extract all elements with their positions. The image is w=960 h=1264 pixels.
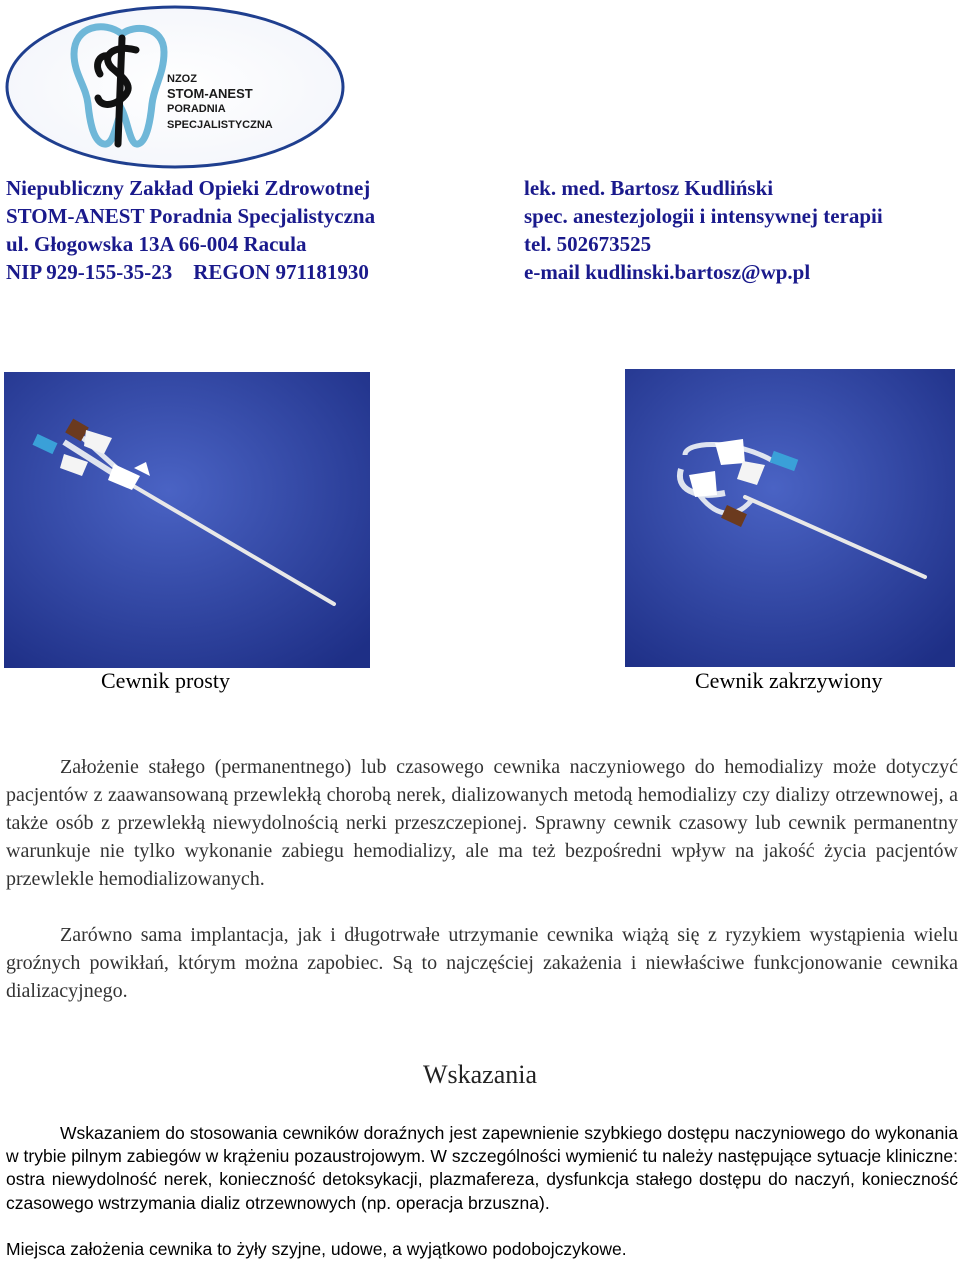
doctor-email: e-mail kudlinski.bartosz@wp.pl — [524, 260, 811, 284]
straight-catheter-photo — [4, 372, 370, 668]
curved-catheter-photo — [625, 369, 955, 667]
doctor-phone: tel. 502673525 — [524, 232, 652, 256]
clinic-name: Niepubliczny Zakład Opieki Zdrowotnej — [6, 176, 371, 200]
placement-sites-paragraph: Miejsca założenia cewnika to żyły szyjne, udowe, a wyjątkowo podobojczykowe. — [6, 1239, 627, 1259]
clinic-address-block — [6, 174, 375, 286]
clinic-subname: STOM-ANEST Poradnia Specjalistyczna — [6, 204, 376, 228]
logo-line-3: PORADNIA — [167, 103, 226, 115]
clinic-nip-regon: NIP 929-155-35-23 REGON 971181930 — [6, 260, 369, 284]
logo-line-2: STOM-ANEST — [167, 86, 253, 101]
indications-paragraph: Wskazaniem do stosowania cewników doraźnych jest zapewnienie szybkiego dostępu naczyniowego do wykonania w trybie pilnym zabiegów w krążeniu pozaustrojowym. W szczególności wymienić tu należy następujące sytuacje kliniczne: ostra niewydolność nerek, konieczność detoksykacji, plazmafereza, dysfunkcja stałego dostępu do naczyń, konieczność czasowego wstrzymania dializ otrzewnowych (np. operacja brzuszna). — [6, 1123, 958, 1213]
straight-catheter-caption: Cewnik prosty — [101, 668, 230, 693]
clinic-logo — [4, 4, 346, 170]
intro-paragraph: Założenie stałego (permanentnego) lub czasowego cewnika naczyniowego do hemodializy może dotyczyć pacjentów z zaawansowaną przewlekłą chorobą nerek, dializowanych metodą hemodializy czy dializy otrzewnowej, a także osób z przewlekłą niewydolnością nerki przeszczepionej. Sprawny cewnik czasowy lub cewnik permanentny warunkuje nie tylko wykonanie zabiegu hemodializy, ale ma też bezpośredni wpływ na jakość życia pacjentów przewlekle hemodializowanych. — [6, 756, 958, 890]
doctor-specialty: spec. anestezjologii i intensywnej terapii — [524, 204, 883, 228]
curved-catheter-caption: Cewnik zakrzywiony — [695, 668, 883, 693]
logo-line-4: SPECJALISTYCZNA — [167, 119, 273, 131]
clinic-street: ul. Głogowska 13A 66-004 Racula — [6, 232, 307, 256]
section-heading: Wskazania — [422, 1060, 538, 1089]
doctor-name: lek. med. Bartosz Kudliński — [524, 176, 774, 200]
complications-paragraph: Zarówno sama implantacja, jak i długotrwałe utrzymanie cewnika wiążą się z ryzykiem wystąpienia wielu groźnych powikłań, którym można zapobiec. Są to najczęściej zakażenia i niewłaściwe funkcjonowanie cewnika dializacyjnego. — [6, 924, 958, 1002]
doctor-contact-block — [524, 174, 883, 286]
logo-line-1: NZOZ — [167, 73, 197, 85]
